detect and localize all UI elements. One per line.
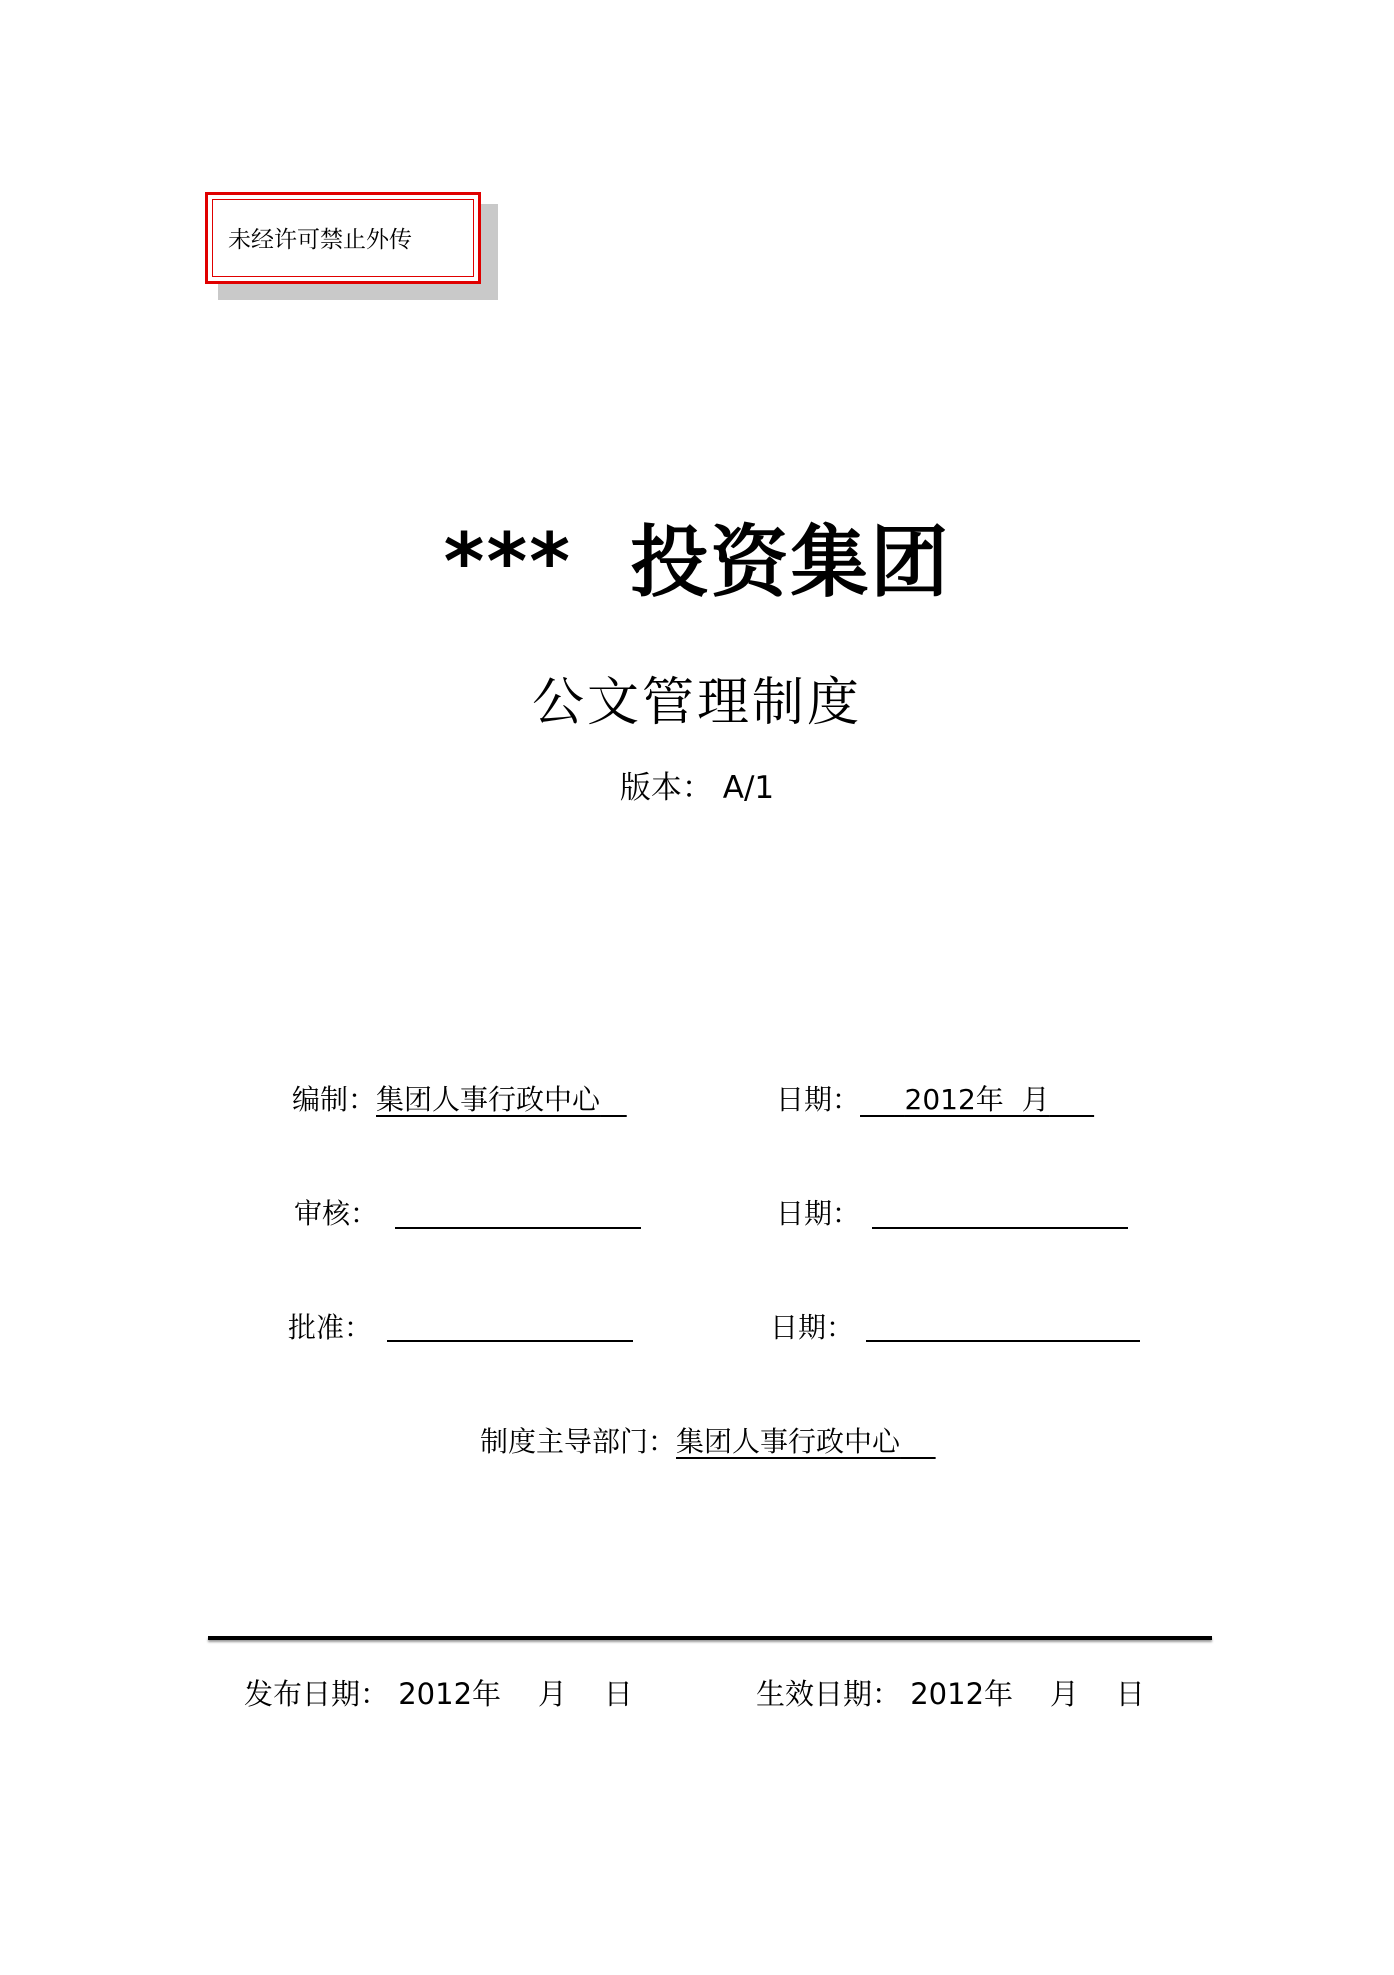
publish-label: 发布日期： [244, 1677, 390, 1711]
effective-value: 2012年 月 日 [910, 1677, 1145, 1711]
version-line [0, 762, 1394, 807]
department-label: 制度主导部门： [480, 1425, 677, 1458]
version-value: A/1 [722, 770, 775, 806]
date1-value: 2012年 月 [904, 1083, 1050, 1116]
prepared-value: 集团人事行政中心 [376, 1083, 601, 1116]
company-title: *** 投资集团 [443, 518, 951, 608]
date1-underline-post [1050, 1083, 1095, 1116]
approve-signature-line [387, 1340, 633, 1342]
date3-line [866, 1340, 1140, 1342]
prepared-row [292, 1078, 627, 1118]
effective-date [756, 1672, 1145, 1713]
effective-label: 生效日期： [756, 1677, 902, 1711]
review-signature-line [395, 1227, 641, 1229]
document-title: 公文管理制度 [531, 673, 862, 733]
department-value: 集团人事行政中心 [676, 1425, 901, 1458]
publish-date [244, 1672, 633, 1713]
department-row [480, 1420, 936, 1460]
version-label: 版本： [619, 770, 713, 806]
date1-underline-pre [860, 1083, 905, 1116]
date1-row [776, 1078, 1094, 1118]
confidential-stamp [205, 192, 481, 284]
prepared-underline-pad [600, 1083, 627, 1116]
date1-label: 日期： [776, 1083, 861, 1116]
publish-value: 2012年 月 日 [398, 1677, 633, 1711]
approve-label: 批准： [288, 1311, 373, 1344]
date3-label: 日期： [770, 1311, 855, 1344]
date2-line [872, 1227, 1128, 1229]
review-label: 审核： [294, 1197, 379, 1230]
prepared-label: 编制： [292, 1083, 377, 1116]
date2-label: 日期： [776, 1197, 861, 1230]
stamp-text: 未经许可禁止外传 [228, 227, 412, 253]
department-underline-pad [900, 1425, 936, 1458]
footer-divider [208, 1636, 1212, 1640]
